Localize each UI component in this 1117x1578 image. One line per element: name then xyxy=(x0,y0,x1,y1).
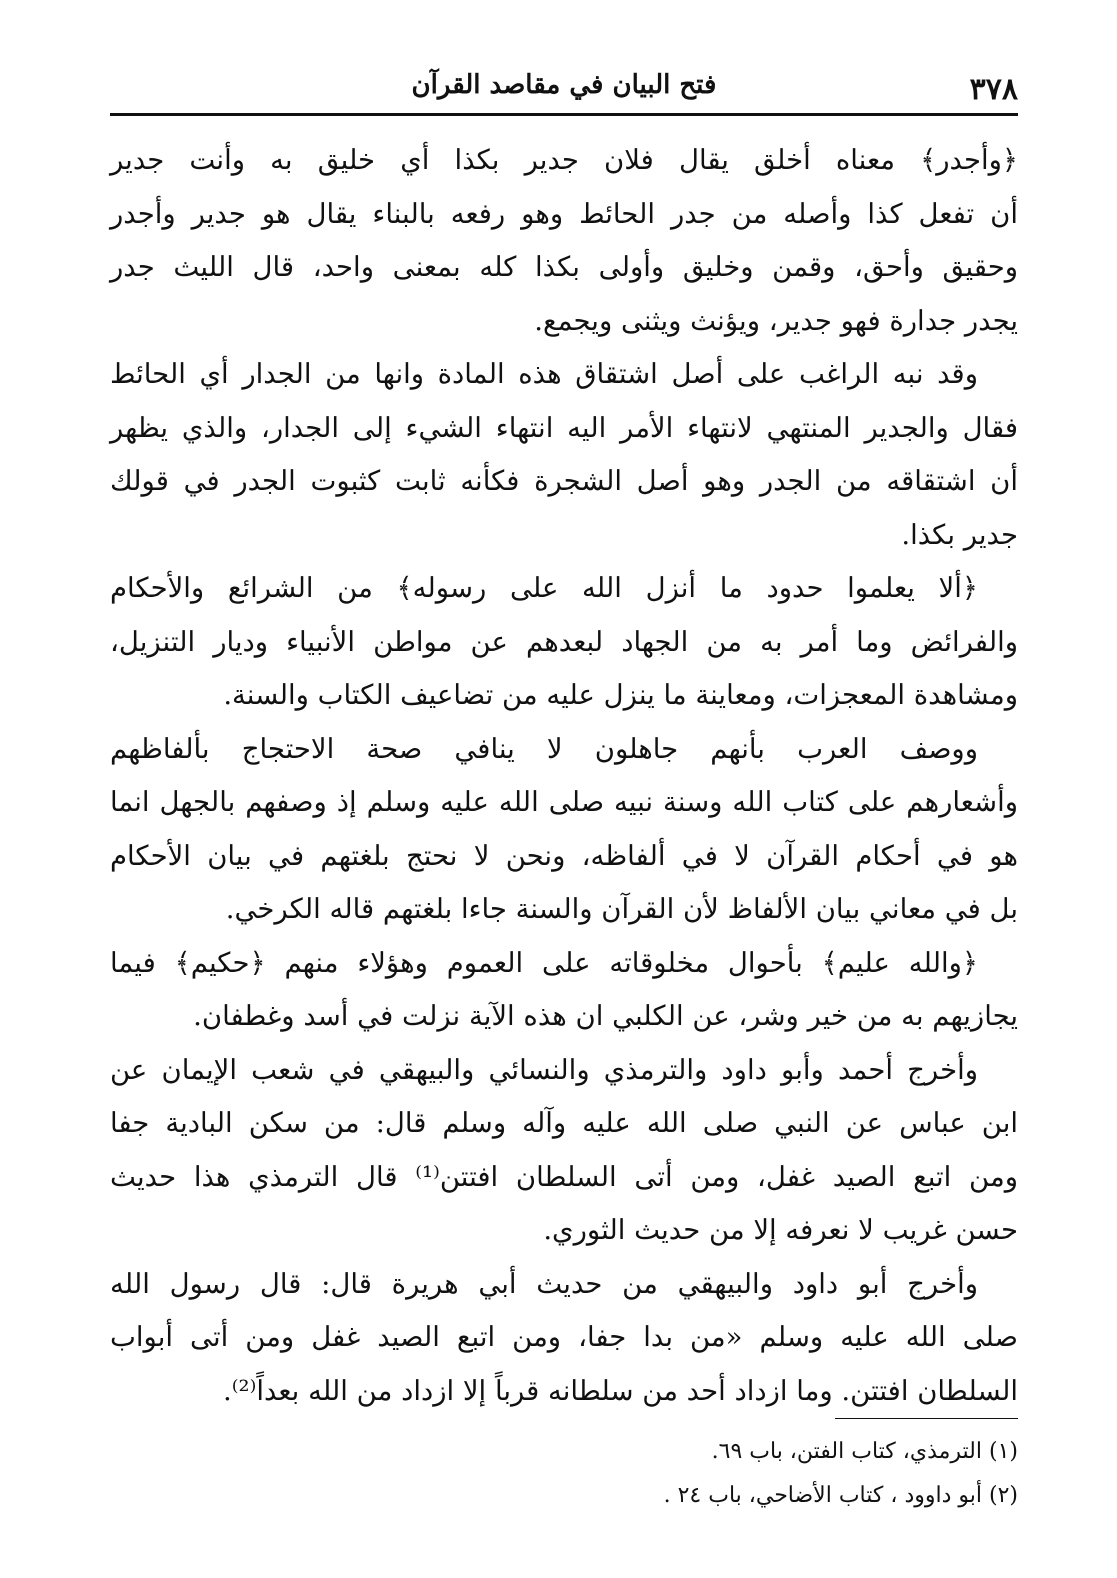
body-line: حسن غريب لا نعرفه إلا من حديث الثوري. xyxy=(543,1214,1018,1246)
body-line: يجازيهم به من خير وشر، عن الكلبي ان هذه الآية نزلت في أسد وغطفان. xyxy=(193,1000,1018,1032)
body-line: أن اشتقاقه من الجدر وهو أصل الشجرة فكأنه ثابت كثبوت الجدر في قولك xyxy=(110,465,1018,497)
footnote-rule xyxy=(835,1418,1018,1419)
body-line: ومن اتبع الصيد غفل، ومن أتى السلطان افتتن⁽¹⁾ قال الترمذي هذا حديث xyxy=(110,1160,1018,1193)
body-line: فقال والجدير المنتهي لانتهاء الأمر اليه انتهاء الشيء إلى الجدار، والذي يظهر xyxy=(110,411,1018,444)
body-line: ومشاهدة المعجزات، ومعاينة ما ينزل عليه من تضاعيف الكتاب والسنة. xyxy=(223,679,1018,711)
footnotes xyxy=(110,1430,1018,1518)
body-line: ابن عباس عن النبي صلى الله عليه وآله وسلم قال: من سكن البادية جفا xyxy=(110,1107,1018,1139)
body-line: ﴿ألا يعلموا حدود ما أنزل الله على رسوله﴾ من الشرائع والأحكام xyxy=(110,572,978,604)
body-line: بل في معاني بيان الألفاظ لأن القرآن والسنة جاءا بلغتهم قاله الكرخي. xyxy=(225,893,1018,925)
header-rule xyxy=(110,113,1018,116)
footnote: (١) الترمذي، كتاب الفتن، باب ٦٩. xyxy=(711,1439,1018,1464)
body-line: وحقيق وأحق، وقمن وخليق وأولى بكذا كله بمعنى واحد، قال الليث جدر xyxy=(110,251,1018,283)
body-text xyxy=(110,134,1018,1418)
body-line: يجدر جدارة فهو جدير، ويؤنث ويثنى ويجمع. xyxy=(534,304,1018,337)
body-line: وأخرج أبو داود والبيهقي من حديث أبي هريرة قال: قال رسول الله xyxy=(110,1267,978,1300)
body-line: وأشعارهم على كتاب الله وسنة نبيه صلى الله عليه وسلم إذ وصفهم بالجهل انما xyxy=(110,786,1018,818)
body-line: ووصف العرب بأنهم جاهلون لا ينافي صحة الاحتجاج بألفاظهم xyxy=(110,732,978,765)
body-line: أن تفعل كذا وأصله من جدر الحائط وهو رفعه بالبناء يقال هو جدير وأجدر xyxy=(110,197,1018,230)
running-header xyxy=(110,66,1018,112)
body-line: وقد نبه الراغب على أصل اشتقاق هذه المادة وانها من الجدار أي الحائط xyxy=(110,358,978,390)
footnote: (٢) أبو داوود ، كتاب الأضاحي، باب ٢٤ . xyxy=(663,1483,1018,1508)
body-line: ﴿وأجدر﴾ معناه أخلق يقال فلان جدير بكذا أي خليق به وأنت جدير xyxy=(110,144,1018,176)
body-line: السلطان افتتن. وما ازداد أحد من سلطانه قرباً إلا ازداد من الله بعداً⁽²⁾. xyxy=(223,1374,1018,1407)
body-line: جدير بكذا. xyxy=(901,518,1018,551)
body-line: والفرائض وما أمر به من الجهاد لبعدهم عن مواطن الأنبياء وديار التنزيل، xyxy=(110,625,1018,658)
book-title: فتح البيان في مقاصد القرآن xyxy=(411,70,717,100)
body-line: وأخرج أحمد وأبو داود والترمذي والنسائي والبيهقي في شعب الإيمان عن xyxy=(110,1053,978,1086)
page-number: ٣٧٨ xyxy=(969,72,1018,107)
body-line: ﴿والله عليم﴾ بأحوال مخلوقاته على العموم وهؤلاء منهم ﴿حكيم﴾ فيما xyxy=(110,946,978,979)
body-line: هو في أحكام القرآن لا في ألفاظه، ونحن لا نحتج بلغتهم في بيان الأحكام xyxy=(110,839,1018,872)
body-line: صلى الله عليه وسلم «من بدا جفا، ومن اتبع الصيد غفل ومن أتى أبواب xyxy=(110,1321,1018,1353)
